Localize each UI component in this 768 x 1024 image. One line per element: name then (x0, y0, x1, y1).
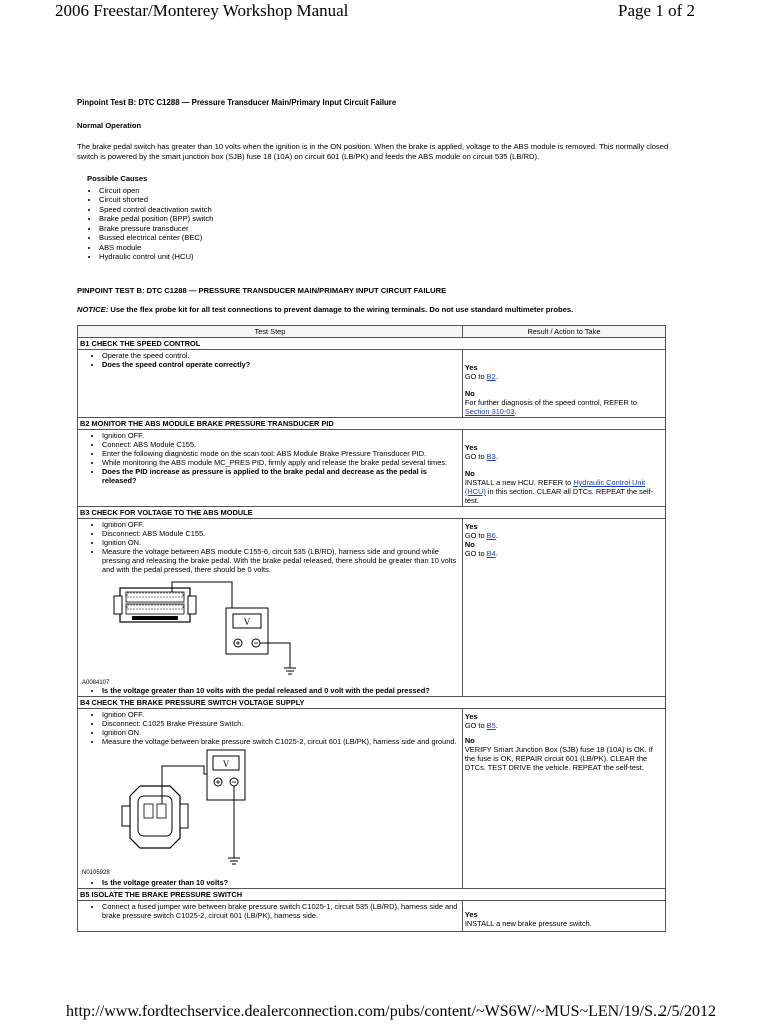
footer-url: http://www.fordtechservice.dealerconnection.com/pubs/content/~WS6W/~MUS~LEN/19/S... (66, 1003, 666, 1020)
link-b5[interactable]: B5 (486, 721, 496, 731)
page-header (0, 0, 768, 24)
pressure-switch-illustration (80, 746, 450, 878)
step-b3-result: Yes GO to B6. No GO to B4. (462, 518, 665, 696)
list-item: • Speed control deactivation switch (99, 205, 667, 214)
no-label: No (464, 388, 475, 398)
abs-connector-illustration (80, 574, 450, 686)
no-label: No (464, 468, 475, 478)
list-item: • Bussed electrical center (BEC) (99, 233, 667, 242)
step-b4-title: B4 CHECK THE BRAKE PRESSURE SWITCH VOLTAGE SUPPLY (78, 697, 666, 709)
pinpoint-test-title: Pinpoint Test B: DTC C1288 — Pressure Transducer Main/Primary Input Circuit Failure (77, 98, 397, 107)
list-item: • Brake pedal position (BPP) switch (99, 214, 667, 223)
possible-causes-heading: Possible Causes (87, 174, 148, 184)
list-item: • Ignition OFF. (102, 431, 460, 440)
list-item: • Disconnect: C1025 Brake Pressure Switch. (102, 719, 460, 728)
link-b3[interactable]: B3 (486, 451, 496, 461)
normal-operation-heading: Normal Operation (77, 120, 142, 130)
link-b2[interactable]: B2 (486, 371, 496, 381)
table-row (78, 349, 666, 417)
list-item: • Ignition ON. (102, 728, 460, 737)
list-item: • ABS module (99, 243, 667, 252)
col-header-test-step: Test Step (78, 325, 463, 337)
table-row (78, 337, 666, 349)
yes-label: Yes (464, 442, 478, 452)
step-question: • Is the voltage greater than 10 volts with the pedal released and 0 volt with the pedal pressed? (102, 686, 460, 695)
notice-text: Use the flex probe kit for all test connections to prevent damage to the wiring terminals. Do not use standard multimeter probes. (110, 305, 574, 315)
step-b2-title: B2 MONITOR THE ABS MODULE BRAKE PRESSURE TRANSDUCER PID (78, 417, 666, 429)
link-section-310-03[interactable]: Section 310-03 (464, 406, 515, 416)
abs-module-diagram (80, 574, 460, 686)
table-row (78, 709, 666, 889)
list-item: • Measure the voltage between brake pressure switch C1025-2, circuit 601 (LB/PK), harness side and ground. (102, 737, 460, 746)
step-b5-title: B5 ISOLATE THE BRAKE PRESSURE SWITCH (78, 889, 666, 901)
list-item: • Hydraulic control unit (HCU) (99, 252, 667, 261)
pinpoint-test-heading: PINPOINT TEST B: DTC C1288 — PRESSURE TRANSDUCER MAIN/PRIMARY INPUT CIRCUIT FAILURE (77, 285, 447, 295)
figure-code: A0084107 (82, 680, 110, 687)
table-row (78, 429, 666, 506)
link-b4[interactable]: B4 (486, 549, 496, 559)
table-row (78, 697, 666, 709)
step-question: • Is the voltage greater than 10 volts? (102, 878, 460, 887)
table-row (78, 889, 666, 901)
notice (77, 305, 667, 314)
table-header-row (78, 325, 666, 337)
list-item: • Ignition ON. (102, 538, 460, 547)
list-item: • Enter the following diagnostic mode on the scan tool: ABS Module Brake Pressure Transducer PID. (102, 449, 460, 458)
link-hcu[interactable]: Hydraulic Control Unit (HCU) (464, 477, 646, 496)
list-item: • While monitoring the ABS module MC_PRES PID, firmly apply and release the brake pedal several times. (102, 458, 460, 467)
step-b1-title: B1 CHECK THE SPEED CONTROL (78, 337, 666, 349)
table-row (78, 518, 666, 696)
notice-label: NOTICE: (77, 305, 109, 315)
list-item: • Disconnect: ABS Module C155. (102, 529, 460, 538)
list-item: • Ignition OFF. (102, 520, 460, 529)
list-item: • Brake pressure transducer (99, 224, 667, 233)
possible-causes-list (77, 186, 667, 262)
step-b5-result: Yes INSTALL a new brake pressure switch. (462, 901, 665, 932)
no-label: No (464, 540, 475, 550)
step-b4-instructions (78, 709, 463, 889)
list-item: • Measure the voltage between ABS module C155-6, circuit 535 (LB/RD), harness side and ground while pressing and releasing the brake pedal. With the brake pedal released, there should be greater than 10 volts and with the pedal pressed, there should be 0 volts. (102, 547, 460, 574)
step-b3-title: B3 CHECK FOR VOLTAGE TO THE ABS MODULE (78, 506, 666, 518)
list-item: • Operate the speed control. (102, 351, 460, 360)
table-row (78, 506, 666, 518)
list-item: • Connect a fused jumper wire between brake pressure switch C1025-1, circuit 535 (LB/RD), harness side and brake pressure switch C1025-2, circuit 601 (LB/PK), harness side. (102, 902, 460, 920)
list-item: • Ignition OFF. (102, 710, 460, 719)
list-item: • Circuit shorted (99, 195, 667, 204)
table-row (78, 417, 666, 429)
col-header-result: Result / Action to Take (462, 325, 665, 337)
no-label: No (464, 736, 475, 746)
pressure-switch-diagram (80, 746, 460, 878)
meter-v-label: V (243, 617, 251, 628)
table-row (78, 901, 666, 932)
manual-title: 2006 Freestar/Monterey Workshop Manual (55, 1, 349, 20)
step-b1-result: Yes GO to B2. No For further diagnosis of the speed control, REFER to Section 310-03. (462, 349, 665, 417)
step-b5-instructions (78, 901, 463, 932)
document-body (77, 98, 667, 932)
list-item: • Connect: ABS Module C155. (102, 440, 460, 449)
footer-date: 2/5/2012 (659, 1003, 716, 1020)
link-b6[interactable]: B6 (486, 531, 496, 541)
normal-operation-text: The brake pedal switch has greater than 10 volts when the ignition is in the ON position. When the brake is applied, voltage to the ABS module is removed. This normally closed switch is powered by the smart junction box (SJB) fuse 18 (10A) on circuit 601 (LB/PK) and feeds the ABS module on circuit 535 (LB/RD). (77, 142, 669, 161)
test-step-table (77, 325, 666, 933)
step-question: • Does the speed control operate correctly? (102, 360, 460, 369)
step-question: • Does the PID increase as pressure is applied to the brake pedal and decrease as the pedal is released? (102, 467, 460, 485)
yes-label: Yes (464, 712, 478, 722)
step-b1-instructions (78, 349, 463, 417)
page-number: Page 1 of 2 (618, 1, 695, 20)
step-b3-instructions (78, 518, 463, 696)
step-b4-result: Yes GO to B5. No VERIFY Smart Junction Box (SJB) fuse 18 (10A) is OK. If the fuse is OK, REPAIR circuit 601 (LB/PK). CLEAR the DTCs. TEST DRIVE the vehicle. REPEAT the self-test. (462, 709, 665, 889)
list-item: • Circuit open (99, 186, 667, 195)
step-b2-instructions (78, 429, 463, 506)
meter-v-label: V (222, 759, 230, 770)
yes-label: Yes (464, 362, 478, 372)
yes-label: Yes (464, 910, 478, 920)
yes-label: Yes (464, 521, 478, 531)
step-b2-result: Yes GO to B3. No INSTALL a new HCU. REFER to Hydraulic Control Unit (HCU) in this section. CLEAR all DTCs. REPEAT the self-test. (462, 429, 665, 506)
figure-code: N0105928 (82, 870, 110, 877)
